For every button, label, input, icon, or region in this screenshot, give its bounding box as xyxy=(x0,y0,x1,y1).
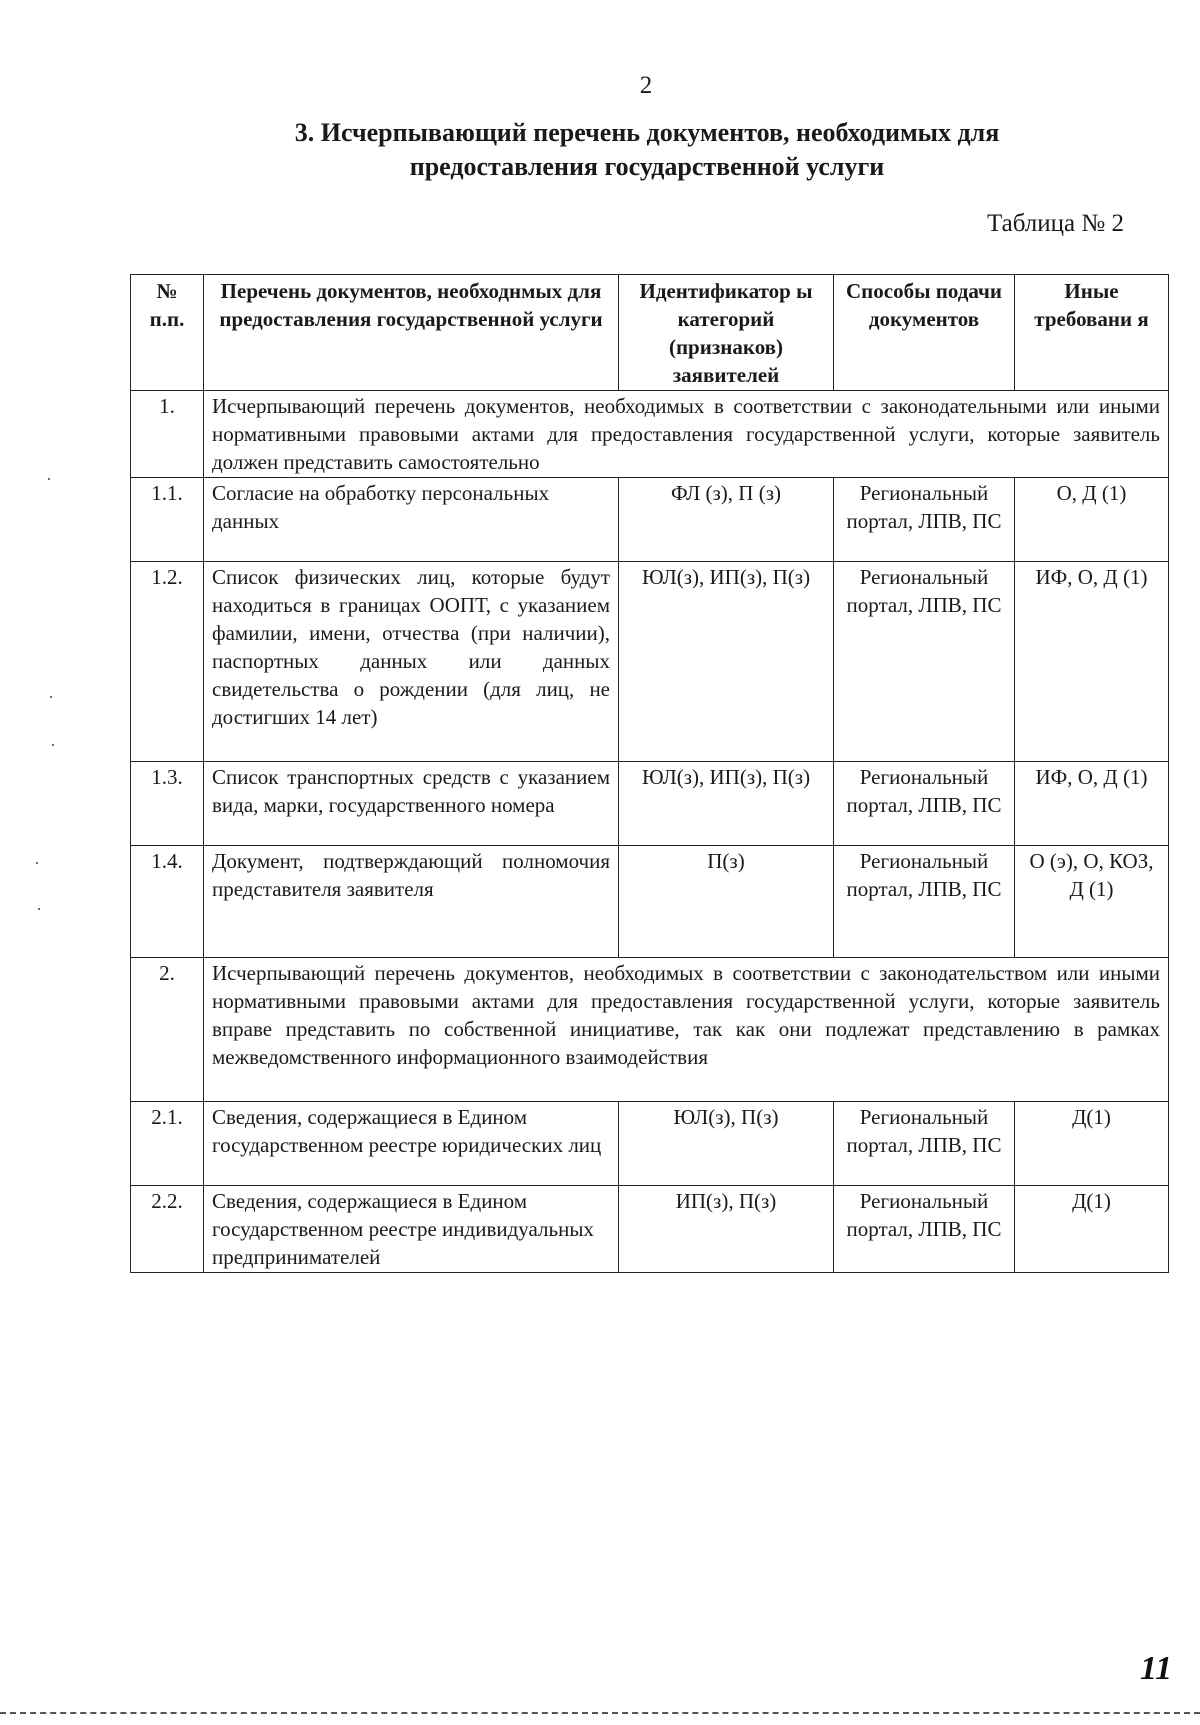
row-document: Список транспортных средств с указанием вида, марки, государственного номера xyxy=(204,762,619,846)
row-methods: Региональный портал, ЛПВ, ПС xyxy=(834,478,1015,562)
section-row xyxy=(131,958,1169,1102)
row-other: О (э), О, КОЗ, Д (1) xyxy=(1015,846,1169,958)
scan-speck xyxy=(50,696,52,698)
row-other: ИФ, О, Д (1) xyxy=(1015,762,1169,846)
table-row xyxy=(131,846,1169,958)
row-document: Сведения, содержащиеся в Едином государственном реестре юридических лиц xyxy=(204,1102,619,1186)
signature: 11 xyxy=(1140,1650,1173,1687)
row-methods: Региональный портал, ЛПВ, ПС xyxy=(834,762,1015,846)
row-methods: Региональный портал, ЛПВ, ПС xyxy=(834,1186,1015,1273)
bottom-rule xyxy=(0,1712,1200,1714)
scan-speck xyxy=(36,862,38,864)
section-text: Исчерпывающий перечень документов, необходимых в соответствии с законодательством или иными нормативными правовыми актами для предоставления государственной услуги, которые заявитель вправе представить по собственной инициативе, так как они подлежат представлению в рамках межведомственного информационного взаимодействия xyxy=(204,958,1169,1102)
table-header-row xyxy=(131,275,1169,391)
row-identifiers: ЮЛ(з), ИП(з), П(з) xyxy=(619,562,834,762)
header-identifiers: Идентификатор ы категорий (признаков) заявителей xyxy=(619,275,834,391)
section-row xyxy=(131,391,1169,478)
row-num: 1.4. xyxy=(131,846,204,958)
table-row xyxy=(131,762,1169,846)
page-number: 2 xyxy=(639,72,653,99)
row-identifiers: П(з) xyxy=(619,846,834,958)
header-methods: Способы подачи документов xyxy=(834,275,1015,391)
scan-speck xyxy=(48,478,50,480)
scan-speck xyxy=(38,908,40,910)
row-num: 1.2. xyxy=(131,562,204,762)
section-num: 2. xyxy=(131,958,204,1102)
table-row xyxy=(131,1102,1169,1186)
section-title: 3. Исчерпывающий перечень документов, необходимых для предоставления государственной услуги xyxy=(294,118,1000,181)
row-identifiers: ФЛ (з), П (з) xyxy=(619,478,834,562)
table-row xyxy=(131,478,1169,562)
documents-table xyxy=(130,274,1169,1273)
header-documents: Перечень документов, необходнмых для предоставления государственной услуги xyxy=(204,275,619,391)
row-document: Документ, подтверждающий полномочия представителя заявителя xyxy=(204,846,619,958)
row-methods: Региональный портал, ЛПВ, ПС xyxy=(834,1102,1015,1186)
row-num: 1.1. xyxy=(131,478,204,562)
row-other: О, Д (1) xyxy=(1015,478,1169,562)
row-document: Сведения, содержащиеся в Едином государственном реестре индивидуальных предпринимателей xyxy=(204,1186,619,1273)
row-other: Д(1) xyxy=(1015,1186,1169,1273)
table-label: Таблица № 2 xyxy=(986,210,1124,237)
table-row xyxy=(131,562,1169,762)
section-num: 1. xyxy=(131,391,204,478)
header-num: № п.п. xyxy=(131,275,204,391)
row-other: Д(1) xyxy=(1015,1102,1169,1186)
row-other: ИФ, О, Д (1) xyxy=(1015,562,1169,762)
row-identifiers: ЮЛ(з), ИП(з), П(з) xyxy=(619,762,834,846)
row-document: Список физических лиц, которые будут находиться в границах ООПТ, с указанием фамилии, имени, отчества (при наличии), паспортных данных или данных свидетельства о рождении (для лиц, не достигших 14 лет) xyxy=(204,562,619,762)
row-num: 1.3. xyxy=(131,762,204,846)
row-num: 2.1. xyxy=(131,1102,204,1186)
row-methods: Региональный портал, ЛПВ, ПС xyxy=(834,846,1015,958)
row-methods: Региональный портал, ЛПВ, ПС xyxy=(834,562,1015,762)
scan-speck xyxy=(52,744,54,746)
section-text: Исчерпывающий перечень документов, необходимых в соответствии с законодательными или иными нормативными правовыми актами для предоставления государственной услуги, которые заявитель должен представить самостоятельно xyxy=(204,391,1169,478)
table-row xyxy=(131,1186,1169,1273)
header-other: Иные требовани я xyxy=(1015,275,1169,391)
row-document: Согласие на обработку персональных данных xyxy=(204,478,619,562)
row-num: 2.2. xyxy=(131,1186,204,1273)
row-identifiers: ИП(з), П(з) xyxy=(619,1186,834,1273)
row-identifiers: ЮЛ(з), П(з) xyxy=(619,1102,834,1186)
